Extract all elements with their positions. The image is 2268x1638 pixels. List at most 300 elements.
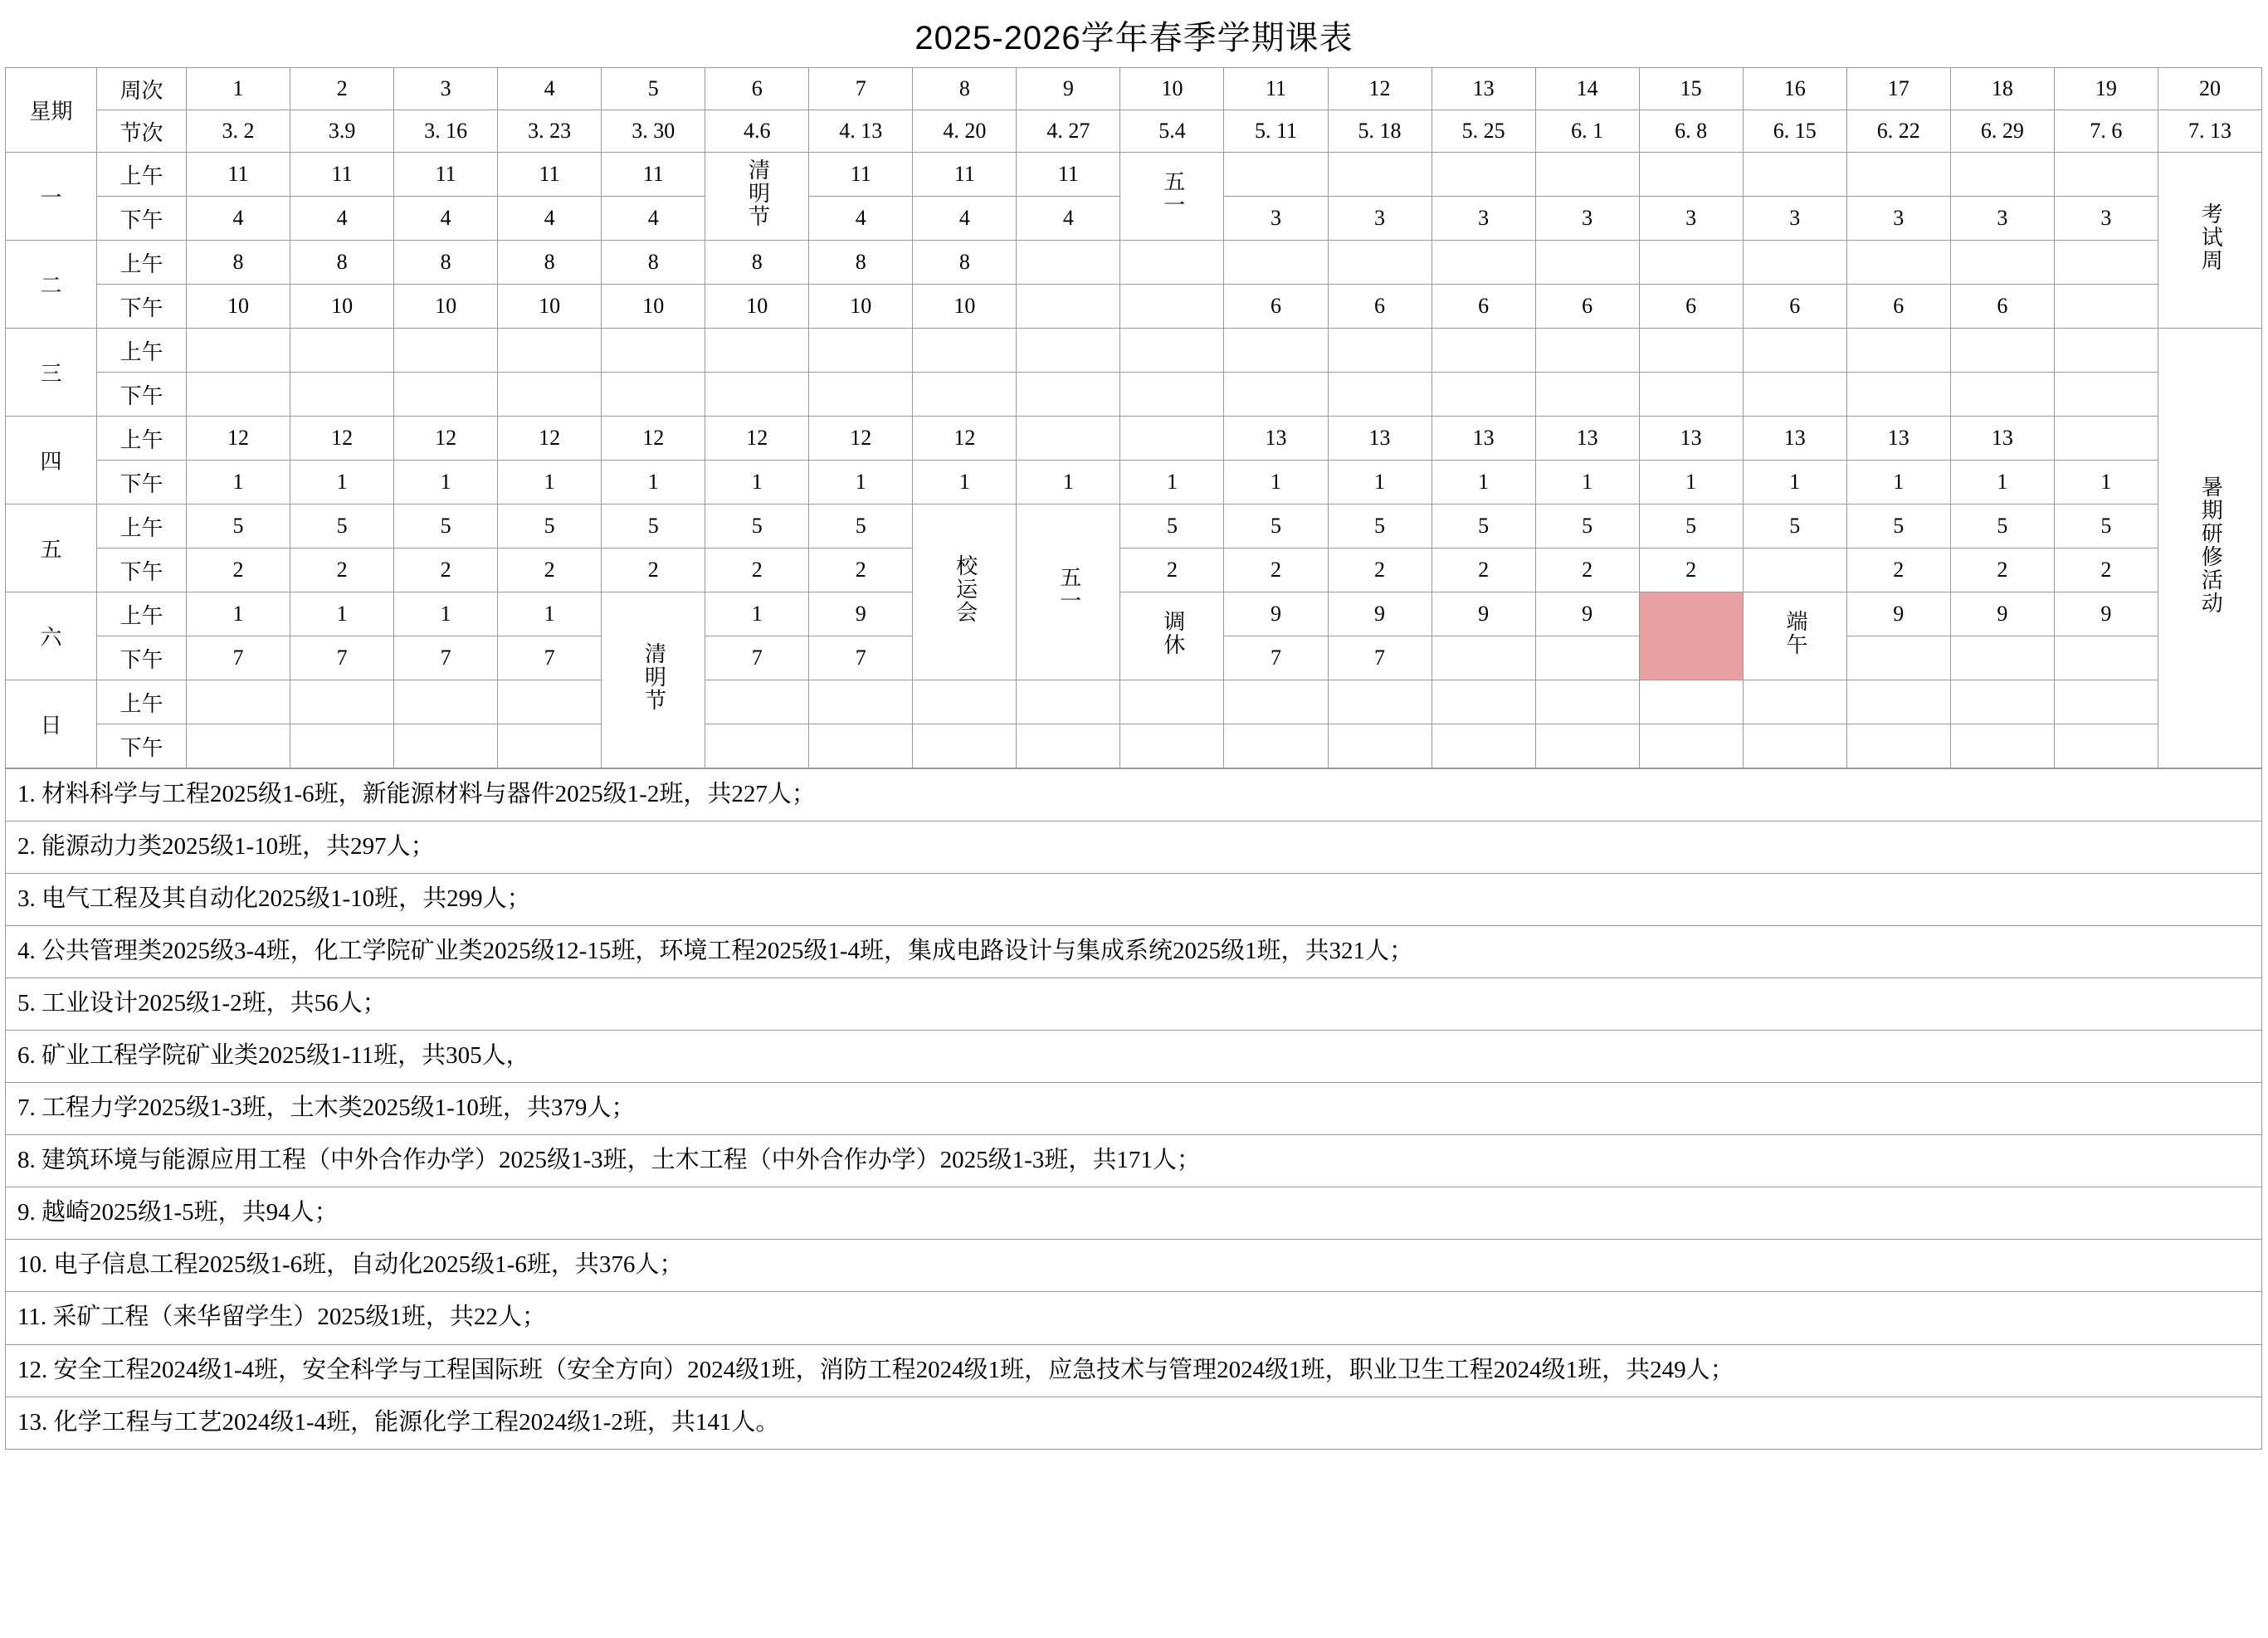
note-row xyxy=(6,1344,2262,1397)
cell xyxy=(290,724,394,768)
week-date: 3. 2 xyxy=(187,110,290,153)
period-am: 上午 xyxy=(97,417,187,461)
cell xyxy=(1743,241,1846,285)
period-am: 上午 xyxy=(97,153,187,197)
week-number: 2 xyxy=(290,68,394,110)
note-item: 9. 越崎2025级1-5班，共94人； xyxy=(6,1187,2262,1240)
cell: 7 xyxy=(187,636,290,680)
cell xyxy=(1535,636,1639,680)
cell: 6 xyxy=(1535,285,1639,329)
week-number: 9 xyxy=(1017,68,1120,110)
cell xyxy=(1950,724,2054,768)
cell: 4 xyxy=(602,197,705,241)
cell: 11 xyxy=(394,153,498,197)
cell xyxy=(1224,724,1328,768)
cell xyxy=(1846,680,1950,724)
cell xyxy=(1120,241,1224,285)
row-thu-pm xyxy=(6,461,2262,505)
week-date: 7. 6 xyxy=(2054,110,2158,153)
period-pm: 下午 xyxy=(97,285,187,329)
cell xyxy=(1535,680,1639,724)
week-number: 12 xyxy=(1328,68,1432,110)
cell: 1 xyxy=(705,592,809,636)
cell: 2 xyxy=(1120,548,1224,592)
cell: 1 xyxy=(394,461,498,505)
cell xyxy=(1224,241,1328,285)
cell: 9 xyxy=(1224,592,1328,636)
cell: 9 xyxy=(1432,592,1535,636)
note-item: 12. 安全工程2024级1-4班，安全科学与工程国际班（安全方向）2024级1班，消防工程2024级1班，应急技术与管理2024级1班，职业卫生工程2024级1班，共249人； xyxy=(6,1344,2262,1397)
cell: 10 xyxy=(705,285,809,329)
header-row-dates xyxy=(6,110,2262,153)
period-am: 上午 xyxy=(97,329,187,373)
cell: 7 xyxy=(705,636,809,680)
cell: 8 xyxy=(602,241,705,285)
cell xyxy=(1328,153,1432,197)
tiaoxiu-cell: 调休 xyxy=(1120,592,1224,680)
cell: 1 xyxy=(602,461,705,505)
cell: 13 xyxy=(1846,417,1950,461)
day-label-thu: 四 xyxy=(6,417,97,505)
cell xyxy=(1639,241,1743,285)
cell: 5 xyxy=(1950,505,2054,548)
cell: 10 xyxy=(602,285,705,329)
note-row xyxy=(6,1135,2262,1187)
cell xyxy=(1328,329,1432,373)
row-sun-pm xyxy=(6,724,2262,768)
cell xyxy=(1743,548,1846,592)
cell: 1 xyxy=(1120,461,1224,505)
note-item: 6. 矿业工程学院矿业类2025级1-11班，共305人， xyxy=(6,1031,2262,1083)
cell: 1 xyxy=(1328,461,1432,505)
cell xyxy=(913,373,1017,417)
row-sat-am xyxy=(6,592,2262,636)
holiday-qingming-2: 清明节 xyxy=(602,592,705,768)
cell: 10 xyxy=(187,285,290,329)
note-item: 8. 建筑环境与能源应用工程（中外合作办学）2025级1-3班，土木工程（中外合作办学）2025级1-3班，共171人； xyxy=(6,1135,2262,1187)
week-number: 6 xyxy=(705,68,809,110)
day-label-sat: 六 xyxy=(6,592,97,680)
cell xyxy=(498,724,602,768)
cell xyxy=(1846,636,1950,680)
week-date: 3.9 xyxy=(290,110,394,153)
week-number: 16 xyxy=(1743,68,1846,110)
cell: 1 xyxy=(913,461,1017,505)
cell xyxy=(1328,373,1432,417)
cell: 7 xyxy=(809,636,913,680)
holiday-wuyi-2: 五一 xyxy=(1017,505,1120,680)
week-date: 6. 22 xyxy=(1846,110,1950,153)
cell: 5 xyxy=(394,505,498,548)
cell xyxy=(1743,680,1846,724)
cell: 10 xyxy=(290,285,394,329)
cell: 12 xyxy=(705,417,809,461)
week-number: 15 xyxy=(1639,68,1743,110)
cell: 7 xyxy=(290,636,394,680)
cell: 6 xyxy=(1224,285,1328,329)
cell xyxy=(2054,153,2158,197)
week-date: 5. 18 xyxy=(1328,110,1432,153)
week-number: 20 xyxy=(2158,68,2261,110)
cell xyxy=(1224,153,1328,197)
cell: 8 xyxy=(290,241,394,285)
cell xyxy=(1743,373,1846,417)
cell: 5 xyxy=(498,505,602,548)
cell: 6 xyxy=(1639,285,1743,329)
period-pm: 下午 xyxy=(97,373,187,417)
cell: 13 xyxy=(1639,417,1743,461)
note-item: 7. 工程力学2025级1-3班，土木类2025级1-10班，共379人； xyxy=(6,1083,2262,1135)
cell: 8 xyxy=(705,241,809,285)
day-label-fri: 五 xyxy=(6,505,97,592)
period-am: 上午 xyxy=(97,241,187,285)
cell xyxy=(1120,680,1224,724)
row-thu-am xyxy=(6,417,2262,461)
cell: 4 xyxy=(290,197,394,241)
week-date: 5. 25 xyxy=(1432,110,1535,153)
day-label-wed: 三 xyxy=(6,329,97,417)
cell: 10 xyxy=(394,285,498,329)
cell xyxy=(1017,241,1120,285)
cell xyxy=(809,329,913,373)
cell: 5 xyxy=(1846,505,1950,548)
week-date: 4. 27 xyxy=(1017,110,1120,153)
cell: 11 xyxy=(187,153,290,197)
cell: 12 xyxy=(187,417,290,461)
week-number: 19 xyxy=(2054,68,2158,110)
cell: 12 xyxy=(498,417,602,461)
note-item: 2. 能源动力类2025级1-10班，共297人； xyxy=(6,821,2262,874)
note-row xyxy=(6,821,2262,874)
cell xyxy=(1120,329,1224,373)
week-number: 1 xyxy=(187,68,290,110)
cell xyxy=(705,724,809,768)
cell: 11 xyxy=(602,153,705,197)
cell xyxy=(1120,285,1224,329)
week-date: 3. 16 xyxy=(394,110,498,153)
cell xyxy=(1017,680,1120,724)
row-sun-am xyxy=(6,680,2262,724)
cell xyxy=(1224,373,1328,417)
cell xyxy=(1432,329,1535,373)
row-fri-pm xyxy=(6,548,2262,592)
cell xyxy=(1017,285,1120,329)
cell: 11 xyxy=(913,153,1017,197)
cell xyxy=(1432,153,1535,197)
cell: 1 xyxy=(1224,461,1328,505)
cell: 5 xyxy=(2054,505,2158,548)
cell xyxy=(1950,636,2054,680)
cell: 9 xyxy=(1328,592,1432,636)
period-am: 上午 xyxy=(97,505,187,548)
cell: 1 xyxy=(290,461,394,505)
note-row xyxy=(6,769,2262,821)
cell xyxy=(1432,636,1535,680)
cell: 11 xyxy=(809,153,913,197)
cell: 1 xyxy=(1743,461,1846,505)
cell: 1 xyxy=(705,461,809,505)
cell: 1 xyxy=(1017,461,1120,505)
cell: 5 xyxy=(1639,505,1743,548)
week-number: 3 xyxy=(394,68,498,110)
cell: 4 xyxy=(1017,197,1120,241)
note-item: 1. 材料科学与工程2025级1-6班，新能源材料与器件2025级1-2班，共227人； xyxy=(6,769,2262,821)
week-number: 7 xyxy=(809,68,913,110)
cell: 12 xyxy=(809,417,913,461)
week-number: 8 xyxy=(913,68,1017,110)
cell: 1 xyxy=(1950,461,2054,505)
period-label-cell: 节次 xyxy=(97,110,187,153)
note-item: 13. 化学工程与工艺2024级1-4班，能源化学工程2024级1-2班，共141人。 xyxy=(6,1397,2262,1449)
cell xyxy=(705,680,809,724)
cell xyxy=(498,680,602,724)
day-label-sun: 日 xyxy=(6,680,97,768)
cell xyxy=(809,680,913,724)
cell: 2 xyxy=(1328,548,1432,592)
note-row xyxy=(6,1397,2262,1449)
cell: 13 xyxy=(1743,417,1846,461)
cell: 4 xyxy=(498,197,602,241)
cell xyxy=(2054,285,2158,329)
cell xyxy=(809,724,913,768)
cell: 2 xyxy=(187,548,290,592)
cell xyxy=(1120,373,1224,417)
cell: 12 xyxy=(913,417,1017,461)
cell xyxy=(1535,373,1639,417)
cell xyxy=(1328,241,1432,285)
cell: 12 xyxy=(394,417,498,461)
cell: 8 xyxy=(498,241,602,285)
holiday-wuyi: 五一 xyxy=(1120,153,1224,241)
cell: 2 xyxy=(809,548,913,592)
cell: 1 xyxy=(498,592,602,636)
cell xyxy=(187,724,290,768)
cell: 1 xyxy=(1535,461,1639,505)
cell: 2 xyxy=(705,548,809,592)
cell: 7 xyxy=(1328,636,1432,680)
cell: 5 xyxy=(705,505,809,548)
period-pm: 下午 xyxy=(97,636,187,680)
note-row xyxy=(6,1240,2262,1292)
cell: 1 xyxy=(290,592,394,636)
cell: 3 xyxy=(1846,197,1950,241)
cell xyxy=(1639,153,1743,197)
note-row xyxy=(6,978,2262,1031)
cell xyxy=(1743,153,1846,197)
cell: 2 xyxy=(1432,548,1535,592)
week-date: 6. 29 xyxy=(1950,110,2054,153)
cell xyxy=(1535,153,1639,197)
cell xyxy=(1846,329,1950,373)
cell xyxy=(187,329,290,373)
cell xyxy=(1846,373,1950,417)
cell xyxy=(187,373,290,417)
week-label-cell: 周次 xyxy=(97,68,187,110)
cell: 9 xyxy=(809,592,913,636)
cell xyxy=(1950,329,2054,373)
cell: 8 xyxy=(187,241,290,285)
cell xyxy=(1846,724,1950,768)
cell: 5 xyxy=(602,505,705,548)
period-pm: 下午 xyxy=(97,461,187,505)
cell: 10 xyxy=(809,285,913,329)
sports-meet-cell: 校运会 xyxy=(913,505,1017,680)
day-label-mon: 一 xyxy=(6,153,97,241)
note-row xyxy=(6,1292,2262,1344)
schedule-table xyxy=(5,67,2262,768)
cell: 3 xyxy=(1743,197,1846,241)
cell xyxy=(1432,724,1535,768)
cell xyxy=(2054,680,2158,724)
row-tue-pm xyxy=(6,285,2262,329)
cell: 2 xyxy=(2054,548,2158,592)
cell: 13 xyxy=(1432,417,1535,461)
week-number: 14 xyxy=(1535,68,1639,110)
cell: 5 xyxy=(290,505,394,548)
cell xyxy=(1950,153,2054,197)
cell xyxy=(1535,241,1639,285)
cell xyxy=(394,680,498,724)
cell xyxy=(1017,329,1120,373)
highlighted-cell xyxy=(1639,592,1743,680)
day-label-tue: 二 xyxy=(6,241,97,329)
cell: 6 xyxy=(1743,285,1846,329)
cell xyxy=(1743,724,1846,768)
note-item: 10. 电子信息工程2025级1-6班，自动化2025级1-6班，共376人； xyxy=(6,1240,2262,1292)
period-am: 上午 xyxy=(97,680,187,724)
cell: 9 xyxy=(1846,592,1950,636)
header-row-weeks xyxy=(6,68,2262,110)
row-fri-am xyxy=(6,505,2262,548)
cell xyxy=(913,680,1017,724)
cell: 4 xyxy=(187,197,290,241)
note-item: 11. 采矿工程（来华留学生）2025级1班，共22人； xyxy=(6,1292,2262,1344)
cell: 1 xyxy=(1432,461,1535,505)
cell: 2 xyxy=(602,548,705,592)
cell xyxy=(290,373,394,417)
cell: 2 xyxy=(1846,548,1950,592)
cell: 6 xyxy=(1432,285,1535,329)
cell: 3 xyxy=(2054,197,2158,241)
cell: 13 xyxy=(1224,417,1328,461)
cell xyxy=(1328,680,1432,724)
cell xyxy=(1224,680,1328,724)
cell xyxy=(1224,329,1328,373)
cell: 6 xyxy=(1328,285,1432,329)
cell xyxy=(1639,724,1743,768)
cell xyxy=(602,373,705,417)
week-number: 5 xyxy=(602,68,705,110)
cell: 1 xyxy=(809,461,913,505)
cell xyxy=(290,680,394,724)
holiday-duanwu: 端午 xyxy=(1743,592,1846,680)
row-mon-am xyxy=(6,153,2262,197)
cell: 2 xyxy=(498,548,602,592)
week-number: 18 xyxy=(1950,68,2054,110)
cell xyxy=(1535,329,1639,373)
cell: 1 xyxy=(498,461,602,505)
row-wed-am xyxy=(6,329,2262,373)
cell xyxy=(913,724,1017,768)
cell xyxy=(705,373,809,417)
period-am: 上午 xyxy=(97,592,187,636)
cell: 13 xyxy=(1950,417,2054,461)
week-number: 4 xyxy=(498,68,602,110)
cell: 3 xyxy=(1535,197,1639,241)
note-item: 5. 工业设计2025级1-2班，共56人； xyxy=(6,978,2262,1031)
cell: 4 xyxy=(809,197,913,241)
exam-week-cell: 考试周 xyxy=(2158,153,2261,329)
week-number: 11 xyxy=(1224,68,1328,110)
week-date: 7. 13 xyxy=(2158,110,2261,153)
cell xyxy=(1846,241,1950,285)
cell: 8 xyxy=(913,241,1017,285)
cell: 3 xyxy=(1224,197,1328,241)
cell: 9 xyxy=(2054,592,2158,636)
cell: 2 xyxy=(290,548,394,592)
cell xyxy=(913,329,1017,373)
cell: 9 xyxy=(1950,592,2054,636)
cell: 11 xyxy=(1017,153,1120,197)
notes-table xyxy=(5,768,2262,1450)
week-date: 6. 8 xyxy=(1639,110,1743,153)
cell xyxy=(2054,373,2158,417)
cell: 1 xyxy=(187,461,290,505)
cell: 4 xyxy=(913,197,1017,241)
cell: 1 xyxy=(2054,461,2158,505)
cell: 5 xyxy=(809,505,913,548)
cell: 3 xyxy=(1639,197,1743,241)
cell xyxy=(1639,680,1743,724)
cell xyxy=(1017,373,1120,417)
cell: 5 xyxy=(187,505,290,548)
cell xyxy=(2054,724,2158,768)
cell: 6 xyxy=(1846,285,1950,329)
row-wed-pm xyxy=(6,373,2262,417)
week-number: 10 xyxy=(1120,68,1224,110)
cell: 1 xyxy=(1846,461,1950,505)
cell: 3 xyxy=(1950,197,2054,241)
week-date: 3. 30 xyxy=(602,110,705,153)
cell xyxy=(1950,241,2054,285)
cell: 6 xyxy=(1950,285,2054,329)
cell: 9 xyxy=(1535,592,1639,636)
cell: 5 xyxy=(1743,505,1846,548)
cell xyxy=(1120,417,1224,461)
corner-top-label: 星期 xyxy=(29,100,73,124)
cell: 10 xyxy=(498,285,602,329)
note-row xyxy=(6,1031,2262,1083)
period-pm: 下午 xyxy=(97,197,187,241)
cell: 8 xyxy=(394,241,498,285)
week-date: 6. 1 xyxy=(1535,110,1639,153)
cell xyxy=(394,373,498,417)
cell: 5 xyxy=(1535,505,1639,548)
cell xyxy=(1120,724,1224,768)
cell: 12 xyxy=(290,417,394,461)
corner-day-period xyxy=(6,68,97,153)
cell: 12 xyxy=(602,417,705,461)
cell xyxy=(1639,373,1743,417)
week-number: 17 xyxy=(1846,68,1950,110)
cell xyxy=(809,373,913,417)
row-tue-am xyxy=(6,241,2262,285)
holiday-qingming: 清明节 xyxy=(705,153,809,241)
cell: 5 xyxy=(1224,505,1328,548)
week-date: 5.4 xyxy=(1120,110,1224,153)
cell: 7 xyxy=(1224,636,1328,680)
week-number: 13 xyxy=(1432,68,1535,110)
